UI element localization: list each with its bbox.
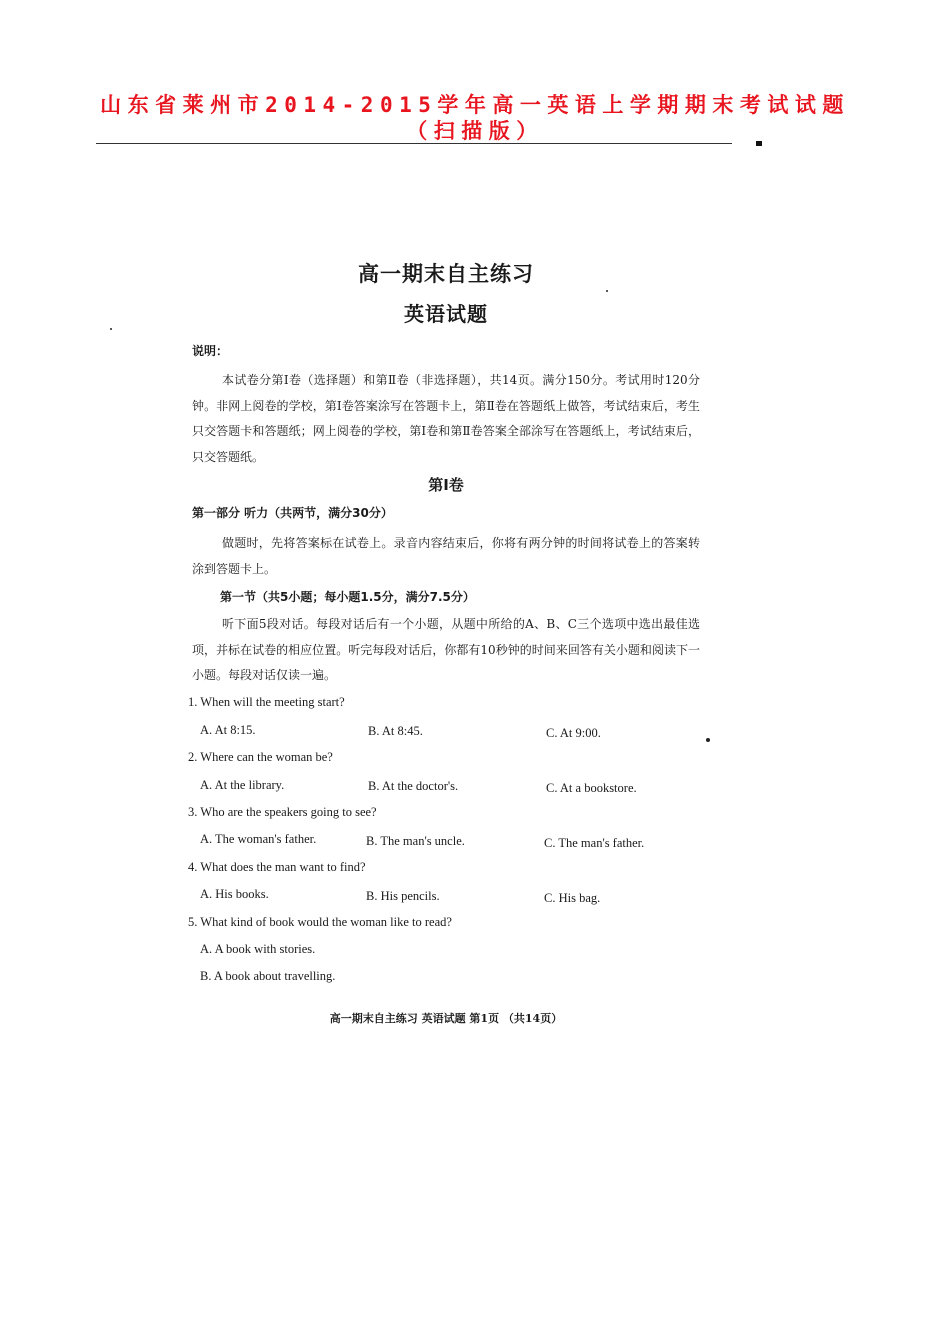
- page-footer: 高一期末自主练习 英语试题 第1页 （共14页）: [329, 1012, 563, 1025]
- question-5: 5. What kind of book would the woman like to read?: [188, 915, 452, 929]
- notes-text: 本试卷分第Ⅰ卷（选择题）和第Ⅱ卷（非选择题），共14页。满分150分。考试用时120分钟。非网上阅卷的学校，第Ⅰ卷答案涂写在答题卡上，第Ⅱ卷在答题纸上做答，考试结束后，考生只交答题卡和答题纸；网上阅卷的学校，第Ⅰ卷和第Ⅱ卷答案全部涂写在答题纸上，考试结束后，只交答题纸。: [192, 373, 700, 464]
- question-2-option-a: A. At the library.: [200, 778, 285, 792]
- question-1-option-a: A. At 8:15.: [200, 723, 256, 737]
- scanned-exam-page: [176, 250, 716, 1040]
- question-3-option-a: A. The woman's father.: [200, 832, 317, 846]
- question-1-option-c: C. At 9:00.: [546, 726, 601, 740]
- question-3-option-c: C. The man's father.: [544, 836, 645, 850]
- scan-speck: [606, 290, 608, 292]
- title-divider: [96, 143, 732, 144]
- question-5-option-b: B. A book about travelling.: [200, 969, 336, 983]
- part1-intro: 做题时，先将答案标在试卷上。录音内容结束后，你将有两分钟的时间将试卷上的答案转涂到答题卡上。: [192, 536, 700, 576]
- question-4-option-a: A. His books.: [200, 887, 269, 901]
- question-3-option-b: B. The man's uncle.: [366, 834, 465, 848]
- question-4-option-b: B. His pencils.: [366, 889, 440, 903]
- section1-intro: 听下面5段对话。每段对话后有一个小题，从题中所给的A、B、C三个选项中选出最佳选项，并标在试卷的相应位置。听完每段对话后，你都有10秒钟的时间来回答有关小题和阅读下一小题。每段对话仅读一遍。: [192, 617, 700, 682]
- part1-heading: 第一部分 听力（共两节，满分30分）: [192, 506, 393, 520]
- question-5-option-a: A. A book with stories.: [200, 942, 316, 956]
- question-4: 4. What does the man want to find?: [188, 860, 366, 874]
- divider-end-mark: [756, 141, 762, 146]
- exam-heading: 高一期末自主练习: [358, 262, 534, 286]
- scan-speck: [110, 328, 112, 330]
- question-2: 2. Where can the woman be?: [188, 750, 333, 764]
- question-2-option-c: C. At a bookstore.: [546, 781, 637, 795]
- volume-heading: 第Ⅰ卷: [428, 476, 464, 494]
- section1-heading: 第一节（共5小题；每小题1.5分，满分7.5分）: [220, 590, 475, 604]
- document-title: 山东省莱州市2014-2015学年高一英语上学期期末考试试题（扫描版）: [100, 93, 850, 143]
- notes-label: 说明：: [192, 344, 229, 358]
- question-1-option-b: B. At 8:45.: [368, 724, 423, 738]
- question-4-option-c: C. His bag.: [544, 891, 601, 905]
- question-2-option-b: B. At the doctor's.: [368, 779, 459, 793]
- question-3: 3. Who are the speakers going to see?: [188, 805, 377, 819]
- question-1: 1. When will the meeting start?: [188, 695, 345, 709]
- scan-speck: [706, 738, 710, 742]
- exam-subheading: 英语试题: [404, 302, 488, 326]
